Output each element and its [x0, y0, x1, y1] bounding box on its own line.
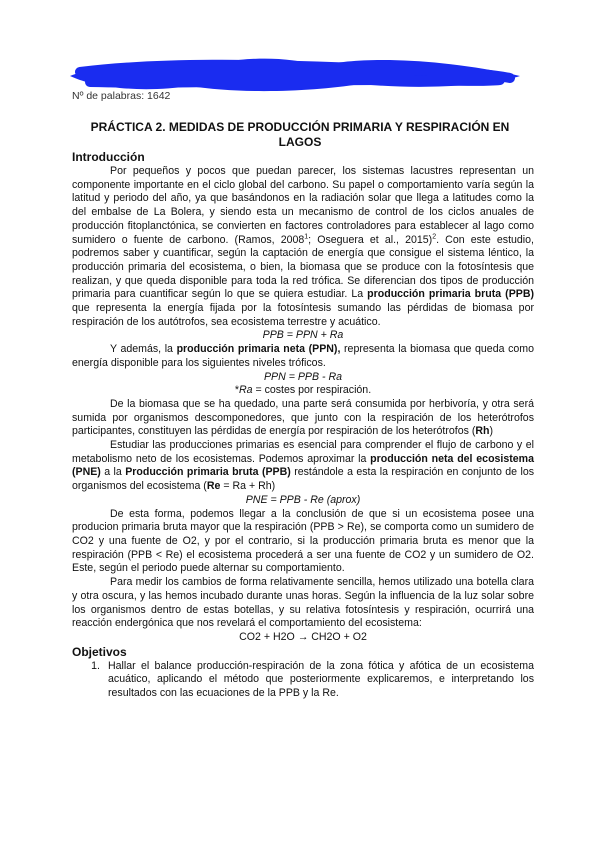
- document-body: [72, 150, 534, 701]
- term-ppn: producción primaria neta (PPN),: [176, 343, 341, 356]
- word-count: Nº de palabras: 1642: [72, 90, 171, 102]
- list-item: [72, 660, 534, 701]
- equation-pne: PNE = PPB - Re (aprox): [245, 493, 361, 506]
- intro-paragraph-6: Para medir los cambios de forma relativamente sencilla, hemos utilizado una botella clara y otra oscura, y las hemos incubado durante unas horas. Según la influencia de la luz solar sobre los organismos dentro de estas botellas, y su relativa fotosíntesis y respiración, ocurrirá una reacción endergónica que nos revelará el comportamiento del ecosistema:: [72, 576, 534, 630]
- intro-paragraph-5: De esta forma, podemos llegar a la conclusión de que si un ecosistema posee una producion primaria bruta mayor que la respiración (PPB > Re), se comporta como un sumidero de CO2 y una fuente de O2, y por el contrario, si la producción primaria bruta es menor que la respiración (PPB < Re) el ecosistema procederá a ser una fuente de CO2 y un sumidero de O2. Este, según el periodo puede alternar su comportamiento.: [72, 507, 534, 575]
- objectives-list: [72, 660, 534, 701]
- document-title: PRÁCTICA 2. MEDIDAS DE PRODUCCIÓN PRIMARIA Y RESPIRACIÓN EN LAGOS: [90, 120, 510, 149]
- objectives-heading: Objetivos: [72, 644, 127, 659]
- list-item-number: 1.: [91, 659, 100, 672]
- term-ppb: producción primaria bruta (PPB): [367, 288, 535, 301]
- equation-reaction: CO2 + H2O → CH2O + O2: [239, 630, 367, 643]
- term-rh: Rh: [475, 425, 490, 438]
- intro-paragraph-1: Por pequeños y pocos que puedan parecer, los sistemas lacustres representan un componente importante en el ciclo global del carbono. Su papel o comportamiento varía según la latitud y periodo del año, ya que basándonos en la radiación solar que llega a latitudes como la del embalse de La Bolera, y siendo esta un mecanismo de control de los ciclos anuales de producción fitoplanctónica, se convierten en factores controladores para establecer al lago como sumidero o fuente de carbono. (Ramos, 2008$^1$; Oseguera et al., 2015)$^2$. Con este estudio, podremos saber y cuantificar, según la captación de energía que consigue el sistema léntico, la producción primaria del ecosistema, o bien, la biomasa que se produce con la fotosíntesis que realizan, y que queda disponible para toda la red trófica. Se diferencian dos tipos de producción primaria para cuantificar según lo que se quiera estudiar. La producción primaria bruta (PPB) que representa la energía fijada por la fotosíntesis sumando las pérdidas de biomasa por respiración de los autótrofos, sea ecosistema terrestre y acuático.: [72, 165, 535, 328]
- term-pne: producción neta del ecosistema (PNE): [72, 452, 534, 479]
- intro-paragraph-2: Y además, la producción primaria neta (PPN), representa la biomasa que queda como energía disponible para los siguientes niveles tróficos.: [72, 343, 534, 369]
- intro-paragraph-3: De la biomasa que se ha quedado, una parte será consumida por herbivoría, y otra será sumida por organismos descomponedores, que junto con la respiración de los heterótrofos participantes, constituyen las pérdidas de energía por respiración de los heterótrofos (Rh): [72, 397, 534, 438]
- equation-ppn: PPN = PPB - Ra: [263, 370, 342, 383]
- equation-ppb: PPB = PPN + Ra: [262, 329, 344, 342]
- intro-paragraph-4: Estudiar las producciones primarias es esencial para comprender el flujo de carbono y el metabolismo neto de los ecosistemas. Podemos aproximar la producción neta del ecosistema (PNE) a la Producción primaria bruta (PPB) restándole a esta la respiración en conjunto de los organismos del ecosistema (Re = Ra + Rh): [72, 439, 535, 493]
- intro-heading: Introducción: [72, 150, 145, 164]
- term-re: Re: [206, 480, 221, 493]
- note-ra: *Ra = costes por respiración.: [234, 384, 372, 397]
- list-item-text: Hallar el balance producción-respiración de la zona fótica y afótica de un ecosistema acuático, aplicando el método que posteriormente explicaremos, e interpretando los resultados con las ecuaciones de la PPB y la Re.: [108, 659, 534, 700]
- term-ppb-2: Producción primaria bruta (PPB): [125, 466, 291, 479]
